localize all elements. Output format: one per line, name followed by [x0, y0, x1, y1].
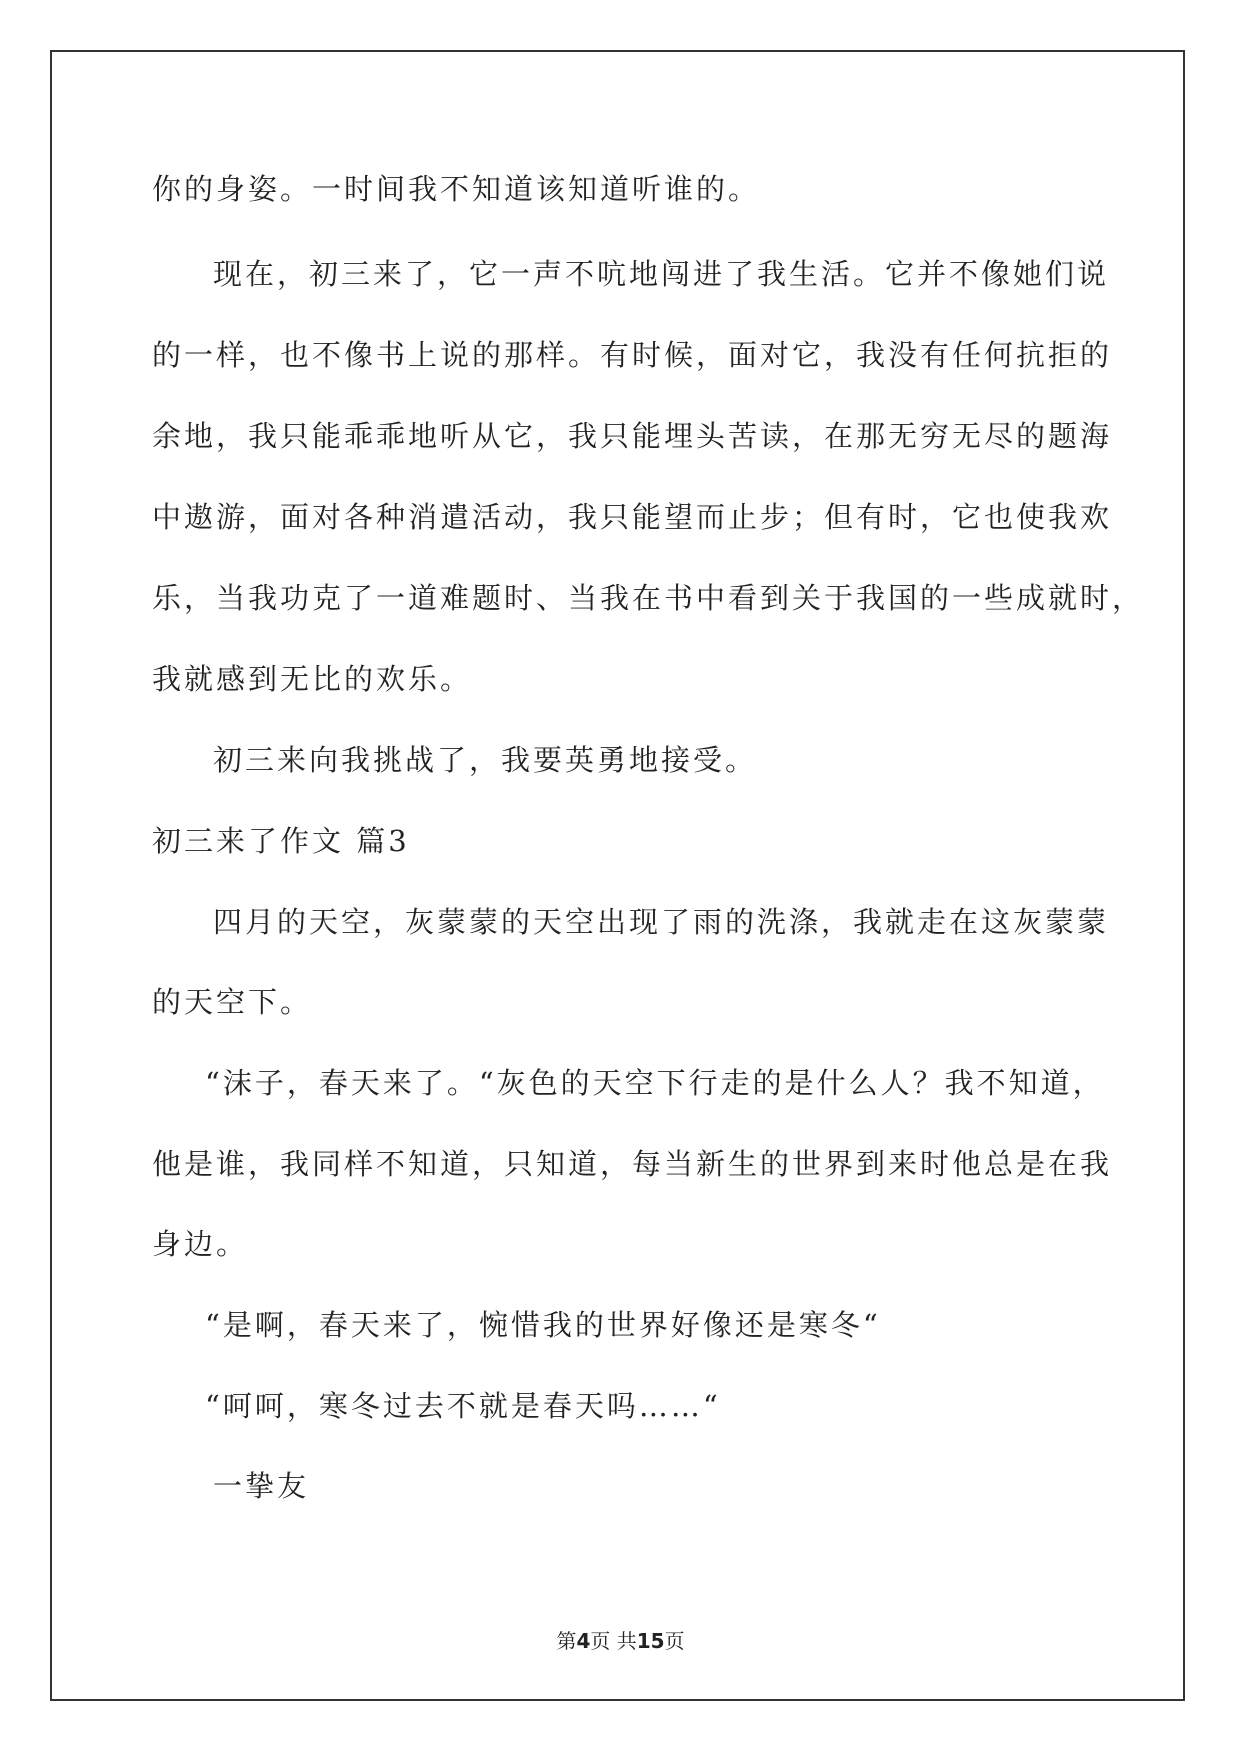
page-frame: [50, 50, 1185, 1701]
text-line: 他是谁，我同样不知道，只知道，每当新生的世界到来时他总是在我: [152, 1147, 1113, 1181]
page-footer: [0, 1631, 1241, 1651]
section-heading: 初三来了作文 篇3: [152, 824, 410, 858]
text-line: 的一样，也不像书上说的那样。有时候，面对它，我没有任何抗拒的: [152, 338, 1113, 372]
text-line: 中遨游，面对各种消遣活动，我只能望而止步；但有时，它也使我欢: [152, 500, 1113, 534]
text-line: “是啊，春天来了，惋惜我的世界好像还是寒冬“: [205, 1308, 881, 1342]
text-line: 一挚友: [213, 1469, 310, 1503]
footer-suffix: 页: [664, 1629, 685, 1653]
text-line: “沫子，春天来了。“灰色的天空下行走的是什么人？我不知道，: [205, 1066, 1105, 1100]
text-line: 初三来向我挑战了，我要英勇地接受。: [213, 743, 758, 777]
text-line: “呵呵，寒冬过去不就是春天吗……“: [205, 1389, 721, 1423]
text-line: 余地，我只能乖乖地听从它，我只能埋头苦读，在那无穷无尽的题海: [152, 419, 1113, 453]
footer-page-number: 4: [576, 1629, 591, 1653]
footer-prefix: 第: [556, 1629, 577, 1653]
text-line: 我就感到无比的欢乐。: [152, 662, 473, 696]
text-line: 现在，初三来了，它一声不吭地闯进了我生活。它并不像她们说: [213, 257, 1110, 291]
text-line: 四月的天空，灰蒙蒙的天空出现了雨的洗涤，我就走在这灰蒙蒙: [213, 905, 1110, 939]
text-line: 的天空下。: [152, 985, 313, 1019]
text-line: 身边。: [152, 1227, 249, 1261]
footer-mid: 页 共: [590, 1629, 637, 1653]
text-line: 乐，当我功克了一道难题时、当我在书中看到关于我国的一些成就时，: [152, 581, 1145, 615]
text-line: 你的身姿。一时间我不知道该知道听谁的。: [152, 172, 761, 206]
footer-total-pages: 15: [636, 1629, 665, 1653]
